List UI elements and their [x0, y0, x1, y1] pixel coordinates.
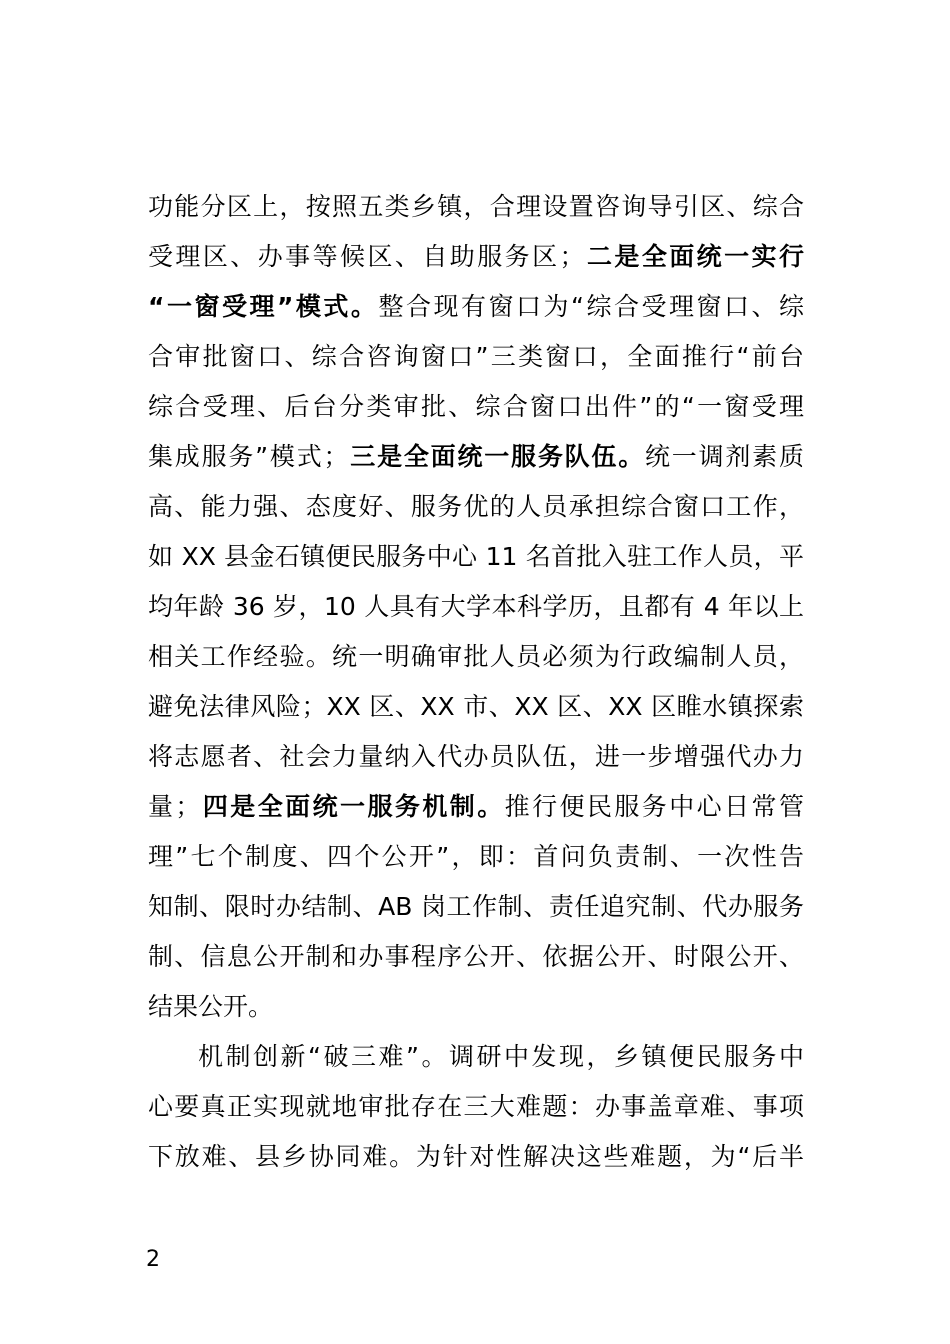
text-run: 推行便民服务中心日常管 — [504, 792, 804, 821]
text-line: 将志愿者、社会力量纳入代办员队伍，进一步增强代办力 — [148, 742, 804, 771]
bold-text-run: “一窗受理”模式。 — [148, 292, 379, 321]
text-line: 理”七个制度、四个公开”，即：首问负责制、一次性告 — [148, 842, 804, 871]
page-number: 2 — [146, 1247, 160, 1272]
text-line: 相关工作经验。统一明确审批人员必须为行政编制人员， — [148, 642, 804, 671]
text-line: 如 XX 县金石镇便民服务中心 11 名首批入驻工作人员，平 — [148, 542, 804, 571]
bold-text-run: 四是全面统一服务机制。 — [200, 792, 505, 821]
text-line: 下放难、县乡协同难。为针对性解决这些难题，为“后半 — [148, 1142, 804, 1171]
text-line: 机制创新“破三难”。调研中发现，乡镇便民服务中 — [198, 1042, 804, 1071]
text-line — [148, 442, 804, 472]
text-line: 高、能力强、态度好、服务优的人员承担综合窗口工作， — [148, 492, 804, 521]
text-run: 受理区、办事等候区、自助服务区； — [148, 242, 585, 271]
text-line — [148, 792, 804, 822]
text-line: 心要真正实现就地审批存在三大难题：办事盖章难、事项 — [148, 1092, 804, 1121]
text-line: 结果公开。 — [148, 992, 274, 1021]
text-line: 均年龄 36 岁，10 人具有大学本科学历，且都有 4 年以上 — [148, 592, 804, 621]
bold-text-run: 三是全面统一服务队伍。 — [348, 442, 646, 471]
text-line — [148, 292, 804, 322]
text-run: 量； — [148, 792, 201, 821]
text-line: 知制、限时办结制、AB 岗工作制、责任追究制、代办服务 — [148, 892, 804, 921]
text-line — [148, 242, 804, 272]
text-line: 综合受理、后台分类审批、综合窗口出件”的“一窗受理 — [148, 392, 804, 421]
text-run: 统一调剂素质 — [645, 442, 804, 471]
bold-text-run: 二是全面统一实行 — [584, 242, 804, 271]
text-line: 制、信息公开制和办事程序公开、依据公开、时限公开、 — [148, 942, 804, 971]
text-line: 合审批窗口、综合咨询窗口”三类窗口，全面推行“前台 — [148, 342, 804, 371]
text-run: 集成服务”模式； — [148, 442, 349, 471]
text-line: 避免法律风险；XX 区、XX 市、XX 区、XX 区睢水镇探索 — [148, 692, 804, 721]
text-line: 功能分区上，按照五类乡镇，合理设置咨询导引区、综合 — [148, 192, 804, 221]
text-run: 整合现有窗口为“综合受理窗口、综 — [378, 292, 804, 321]
